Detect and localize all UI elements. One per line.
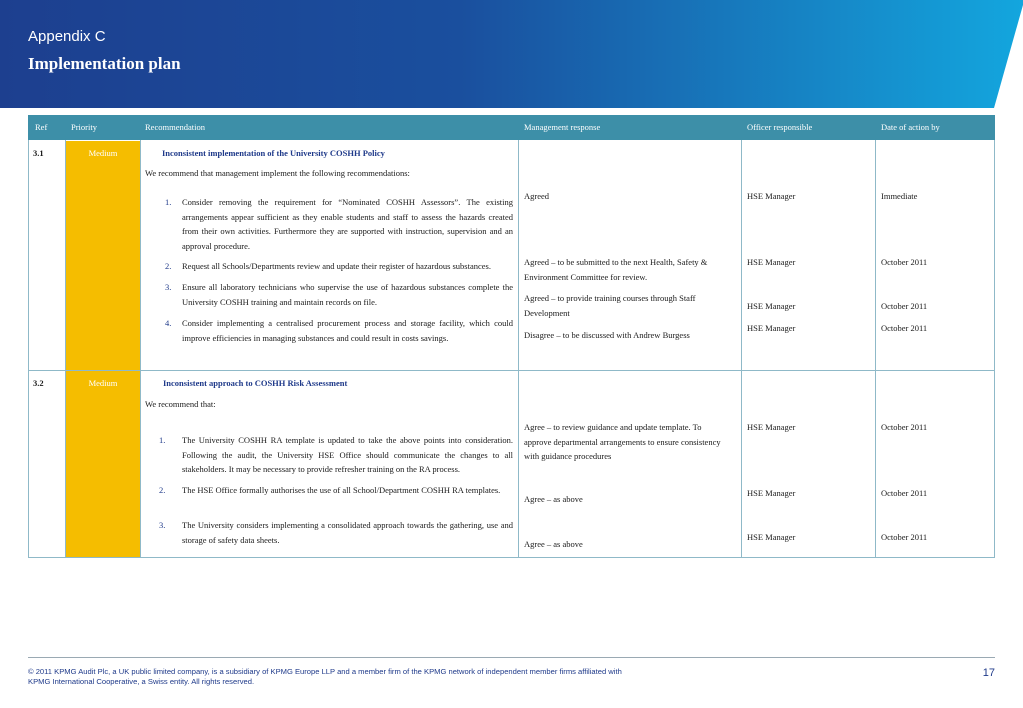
priority-label: Medium [88, 378, 118, 388]
column-divider [140, 140, 141, 558]
column-divider [518, 140, 519, 558]
footer-line-2: KPMG International Cooperative, a Swiss entity. All rights reserved. [28, 677, 255, 686]
footer-divider [28, 657, 995, 658]
footer-line-1: © 2011 KPMG Audit Plc, a UK public limited company, is a subsidiary of KPMG Europe LLP and a member firm of the KPMG network of independent member firms affiliated with [28, 667, 622, 676]
recommendation-title: Inconsistent approach to COSHH Risk Assessment [163, 378, 348, 388]
officer-responsible: HSE Manager [747, 323, 796, 333]
column-divider [741, 140, 742, 558]
row-ref: 3.1 [33, 148, 44, 158]
officer-responsible: HSE Manager [747, 301, 796, 311]
recommendation-item: Request all Schools/Departments review and update their register of hazardous substances. [182, 261, 491, 271]
page-title: Implementation plan [28, 54, 181, 73]
item-number: 4. [165, 318, 172, 328]
priority-label: Medium [88, 148, 118, 158]
item-number: 2. [165, 261, 172, 271]
page-number: 17 [982, 667, 995, 679]
recommendation-intro: We recommend that management implement the following recommendations: [145, 168, 410, 178]
item-number: 3. [159, 520, 166, 530]
date-of-action: October 2011 [881, 301, 928, 311]
date-of-action: October 2011 [881, 323, 928, 333]
table-header-row [28, 115, 995, 140]
recommendation-title: Inconsistent implementation of the University COSHH Policy [162, 148, 385, 158]
recommendation-item: The University COSHH RA template is updated to take the above points into consideration. Following the audit, the University HSE Office should communicate the changes to all stakeholders. It may be necessary to provide refresher training on the RA process. [182, 435, 513, 474]
priority-cell-row-2 [66, 371, 140, 557]
recommendation-item: Consider implementing a centralised procurement process and storage facility, which could improve efficiencies in managing substances and could result in costs savings. [182, 318, 513, 343]
date-of-action: October 2011 [881, 488, 928, 498]
management-response: Agreed – to provide training courses through Staff Development [524, 293, 696, 318]
date-of-action: Immediate [881, 191, 918, 201]
column-header-ref: Ref [35, 122, 48, 132]
officer-responsible: HSE Manager [747, 488, 796, 498]
recommendation-intro: We recommend that: [145, 399, 216, 409]
table-border-right [994, 140, 995, 558]
appendix-label: Appendix C [28, 28, 106, 45]
table-border-bottom [28, 557, 995, 558]
item-number: 3. [165, 282, 172, 292]
column-header-officer-responsible: Officer responsible [747, 122, 813, 132]
date-of-action: October 2011 [881, 422, 928, 432]
management-response: Agree – as above [524, 494, 583, 504]
table-border-left [28, 140, 29, 558]
implementation-table [28, 115, 995, 558]
management-response: Agreed – to be submitted to the next Health, Safety & Environment Committee for review. [524, 257, 708, 282]
item-number: 1. [159, 435, 166, 445]
officer-responsible: HSE Manager [747, 422, 796, 432]
officer-responsible: HSE Manager [747, 191, 796, 201]
column-header-priority: Priority [71, 122, 97, 132]
officer-responsible: HSE Manager [747, 257, 796, 267]
management-response: Disagree – to be discussed with Andrew Burgess [524, 330, 690, 340]
recommendation-item: The University considers implementing a consolidated approach towards the gathering, use and storage of safety data sheets. [182, 520, 513, 545]
item-number: 2. [159, 485, 166, 495]
row-ref: 3.2 [33, 378, 44, 388]
column-header-management-response: Management response [524, 122, 601, 132]
officer-responsible: HSE Manager [747, 532, 796, 542]
recommendation-item: The HSE Office formally authorises the use of all School/Department COSHH RA templates. [182, 485, 501, 495]
column-divider [875, 140, 876, 558]
footer-copyright [28, 667, 622, 687]
recommendation-item: Consider removing the requirement for “Nominated COSHH Assessors”. The existing arrangements appear sufficient as they enable students and staff to assess the hazards created from their own activities. Furthermore they are supported with instruction, supervision and an approval procedure. [182, 197, 513, 251]
item-number: 1. [165, 197, 172, 207]
management-response: Agreed [524, 191, 550, 201]
row-divider [28, 370, 995, 371]
recommendation-item: Ensure all laboratory technicians who supervise the use of hazardous substances complete the University COSHH training and maintain records on file. [182, 282, 513, 307]
priority-cell-row-1 [66, 141, 140, 370]
column-header-recommendation: Recommendation [145, 122, 205, 132]
date-of-action: October 2011 [881, 532, 928, 542]
date-of-action: October 2011 [881, 257, 928, 267]
management-response: Agree – to review guidance and update template. To approve departmental arrangements to ensure consistency with guidance procedures [524, 422, 721, 461]
management-response: Agree – as above [524, 539, 583, 549]
column-header-date-of-action: Date of action by [881, 122, 940, 132]
column-divider [65, 140, 66, 558]
